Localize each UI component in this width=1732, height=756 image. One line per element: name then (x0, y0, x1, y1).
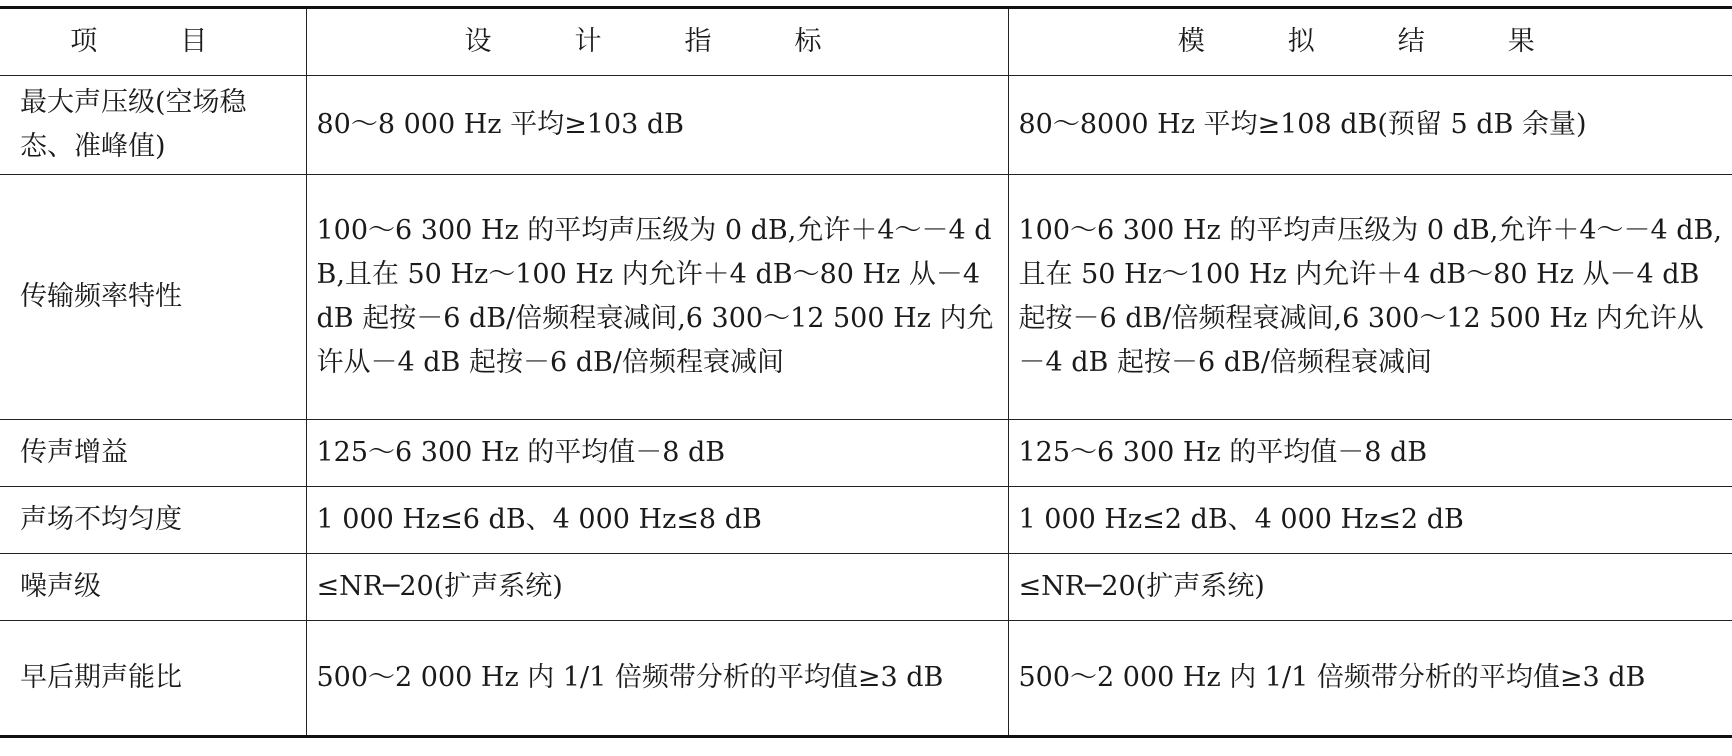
row-result-value: 125～6 300 Hz 的平均值－8 dB (1008, 420, 1732, 487)
row-design-value: 500～2 000 Hz 内 1/1 倍频带分析的平均值≥3 dB (306, 621, 1008, 737)
row-design-value: 100～6 300 Hz 的平均声压级为 0 dB,允许＋4～－4 dB,且在 50 Hz～100 Hz 内允许＋4 dB～80 Hz 从－4 dB 起按－6 dB/倍频程衰减间,6 300～12 500 Hz 内允许从－4 dB 起按－6 dB/倍频程衰减间 (306, 175, 1008, 420)
table-row (0, 621, 1732, 737)
row-result-value: ≤NR─20(扩声系统) (1008, 554, 1732, 621)
table-row (0, 554, 1732, 621)
header-simulation-result: 模 拟 结 果 (1008, 8, 1732, 76)
row-design-value: ≤NR─20(扩声系统) (306, 554, 1008, 621)
row-design-value: 125～6 300 Hz 的平均值－8 dB (306, 420, 1008, 487)
table-row (0, 420, 1732, 487)
row-item-label: 传输频率特性 (0, 175, 306, 420)
table-row (0, 76, 1732, 175)
row-result-value: 500～2 000 Hz 内 1/1 倍频带分析的平均值≥3 dB (1008, 621, 1732, 737)
row-item-label: 声场不均匀度 (0, 487, 306, 554)
header-design-spec: 设 计 指 标 (306, 8, 1008, 76)
row-item-label: 噪声级 (0, 554, 306, 621)
table-row (0, 487, 1732, 554)
header-item: 项 目 (0, 8, 306, 76)
row-item-label: 传声增益 (0, 420, 306, 487)
row-result-value: 1 000 Hz≤2 dB、4 000 Hz≤2 dB (1008, 487, 1732, 554)
row-design-value: 80～8 000 Hz 平均≥103 dB (306, 76, 1008, 175)
row-item-label: 早后期声能比 (0, 621, 306, 737)
table-row (0, 175, 1732, 420)
row-design-value: 1 000 Hz≤6 dB、4 000 Hz≤8 dB (306, 487, 1008, 554)
row-result-value: 100～6 300 Hz 的平均声压级为 0 dB,允许＋4～－4 dB,且在 50 Hz～100 Hz 内允许＋4 dB～80 Hz 从－4 dB 起按－6 dB/倍频程衰减间,6 300～12 500 Hz 内允许从－4 dB 起按－6 dB/倍频程衰减间 (1008, 175, 1732, 420)
spec-table (0, 6, 1732, 738)
row-item-label: 最大声压级(空场稳态、准峰值) (0, 76, 306, 175)
header-row (0, 8, 1732, 76)
row-result-value: 80～8000 Hz 平均≥108 dB(预留 5 dB 余量) (1008, 76, 1732, 175)
